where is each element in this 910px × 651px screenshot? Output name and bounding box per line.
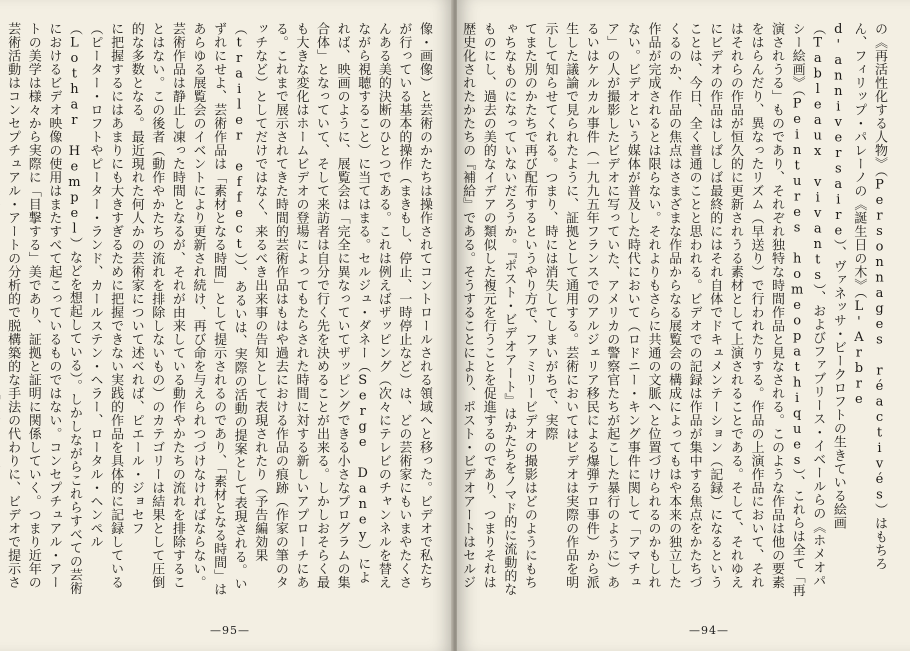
right-page [457,0,910,651]
right-page-text [460,22,889,597]
left-paragraph-1: 像・画像）と芸術のかたちは操作されてコントロールされる領域へと移った。ビデオで私たちが行っている基本的操作（まきもし、停止、一時停止など）は、どの芸術家にもいまやたくさんある美的決断のひとつである。これは例えばザッピング（次々にテレビのチャンネルを替えながら視聴すること）に当てはまる。セルジュ・ダネー（Serge Daney）によれば、映画のように、展覧会は「完全に異なっていてザッピングできる小さなプログラムの集合体」となっていて、そして来訪者は自分で行く先を決めることが出来る。しかしおそらく最も大きな変化はホームビデオの登場によってもたらされた時間に対する新しいアプローチにある。これまで展示されてきた時間的芸術作品はもはや過去における作品の痕跡（作家の筆のタッチなど）としてだけではなく、来るべき出来事の告知として表現されたり（予告編効果（trailer effect））、あるいは、実際の活動の提案として表現される。いずれにせよ、芸術作品は「素材となる時間」として提示されるのであり、「素材となる時間」はあらゆる展覧会のイベントにより更新され続け、再び命を与えられつづけなければならない。芸術作品は静止し凍った時間となるが、それが由来している動作やかたちの流れを排除することはない。この後者（動作やかたちの流れを排除しないもの）のカテゴリーは結果として圧倒的な多数となる。最近現れた何人かの芸術家について述べれば、ピエール・ジョセフ [128,22,432,596]
right-paragraph-1: の《再活性化する人物》（Personnages réactivés）はもちろん、フィリップ・パレーノの《誕生日の木》（L'Arbre d'anniversaire）、ヴァネッサ・ビークロフトの生きている絵画（Tableaux vivants）、およびファブリース・イベールらの《ホメオパシー絵画》（Peintures homeopathiques）、これらは全て「再演されうる」ものであり、それぞれ独特な時間作品と見なされる。このような作品は他の要素をはらんだり、異なったリズム（早送り）で行われたりする。作品の上演作品において、それはそれらの作品が恒久的に更新されうる素材として上演されることである。そして、それゆえにビデオの作品はしばしば最終的にはそれ自体でドキュメンテーション（記録）になるということは、今日、全く普通のことと思われる。ビデオでの記録は作品が集中する焦点をかたちづくるのか、作品の焦点はさまざまな作品からなる展覧会の構成によってもはや本来の独立した作品が完成されるとは限らない。それよりもさらに共通の文脈へと位置づけられるのかもしれない。ビデオという媒体が普及した時代において（ロドニー・キング事件に関して「アマチュア」の人が撮影したビデオに写っていた、アメリカの警察官たちが起こした暴行のように）あるいはケルカル事件（一九九五年フランスでのアルジェリア移民による爆弾テロ事件）から派生した議論で見られたように、証拠として通用する。芸術においてはビデオは実際の作品を明示して知らせてくれる。つまり、時には消失してしまいがちで、実際 [542,22,887,597]
left-paragraph-2: に把握するにはあまりにも大きすぎるために把握できない実践的作品を具体的に記録している（ピーター・ロフトやピーター・ランド、カールステン・ヘラー、ロータル・ヘンペル（Lothar Hempel）などを想起している）。しかしながらこれらすべての芸術におけるビデオ映像の使用はまたすべて起こっているものではない。コンセプチュアル・アートの美学は様々から実際に「目撃する」美であり、証拠と証明に関係していく。つまり近年の芸術活動はコンセプチュアル・アートの分析的で脱構築的な手法の代わりに、ビデオで提示さ [5,22,124,595]
left-page-number: —95— [210,624,250,637]
left-page-text [5,22,434,597]
left-page [0,0,453,651]
right-page-number: —94— [689,624,729,637]
right-paragraph-2: てまた別のかたちで再び配布するというやり方で、ファミリービデオの撮影はどのようにもちゃちなものになっていないだろうか。『ポスト・ビデオアート』はかたちをノマド的に流動的なものにし、過去の美的なイデアの類似した複元を行うことを促進するのであり、つまりそれは歴史化されたかたちの『補給』である。そうすることにより、ポスト・ビデオアートはセルジ [460,22,537,596]
